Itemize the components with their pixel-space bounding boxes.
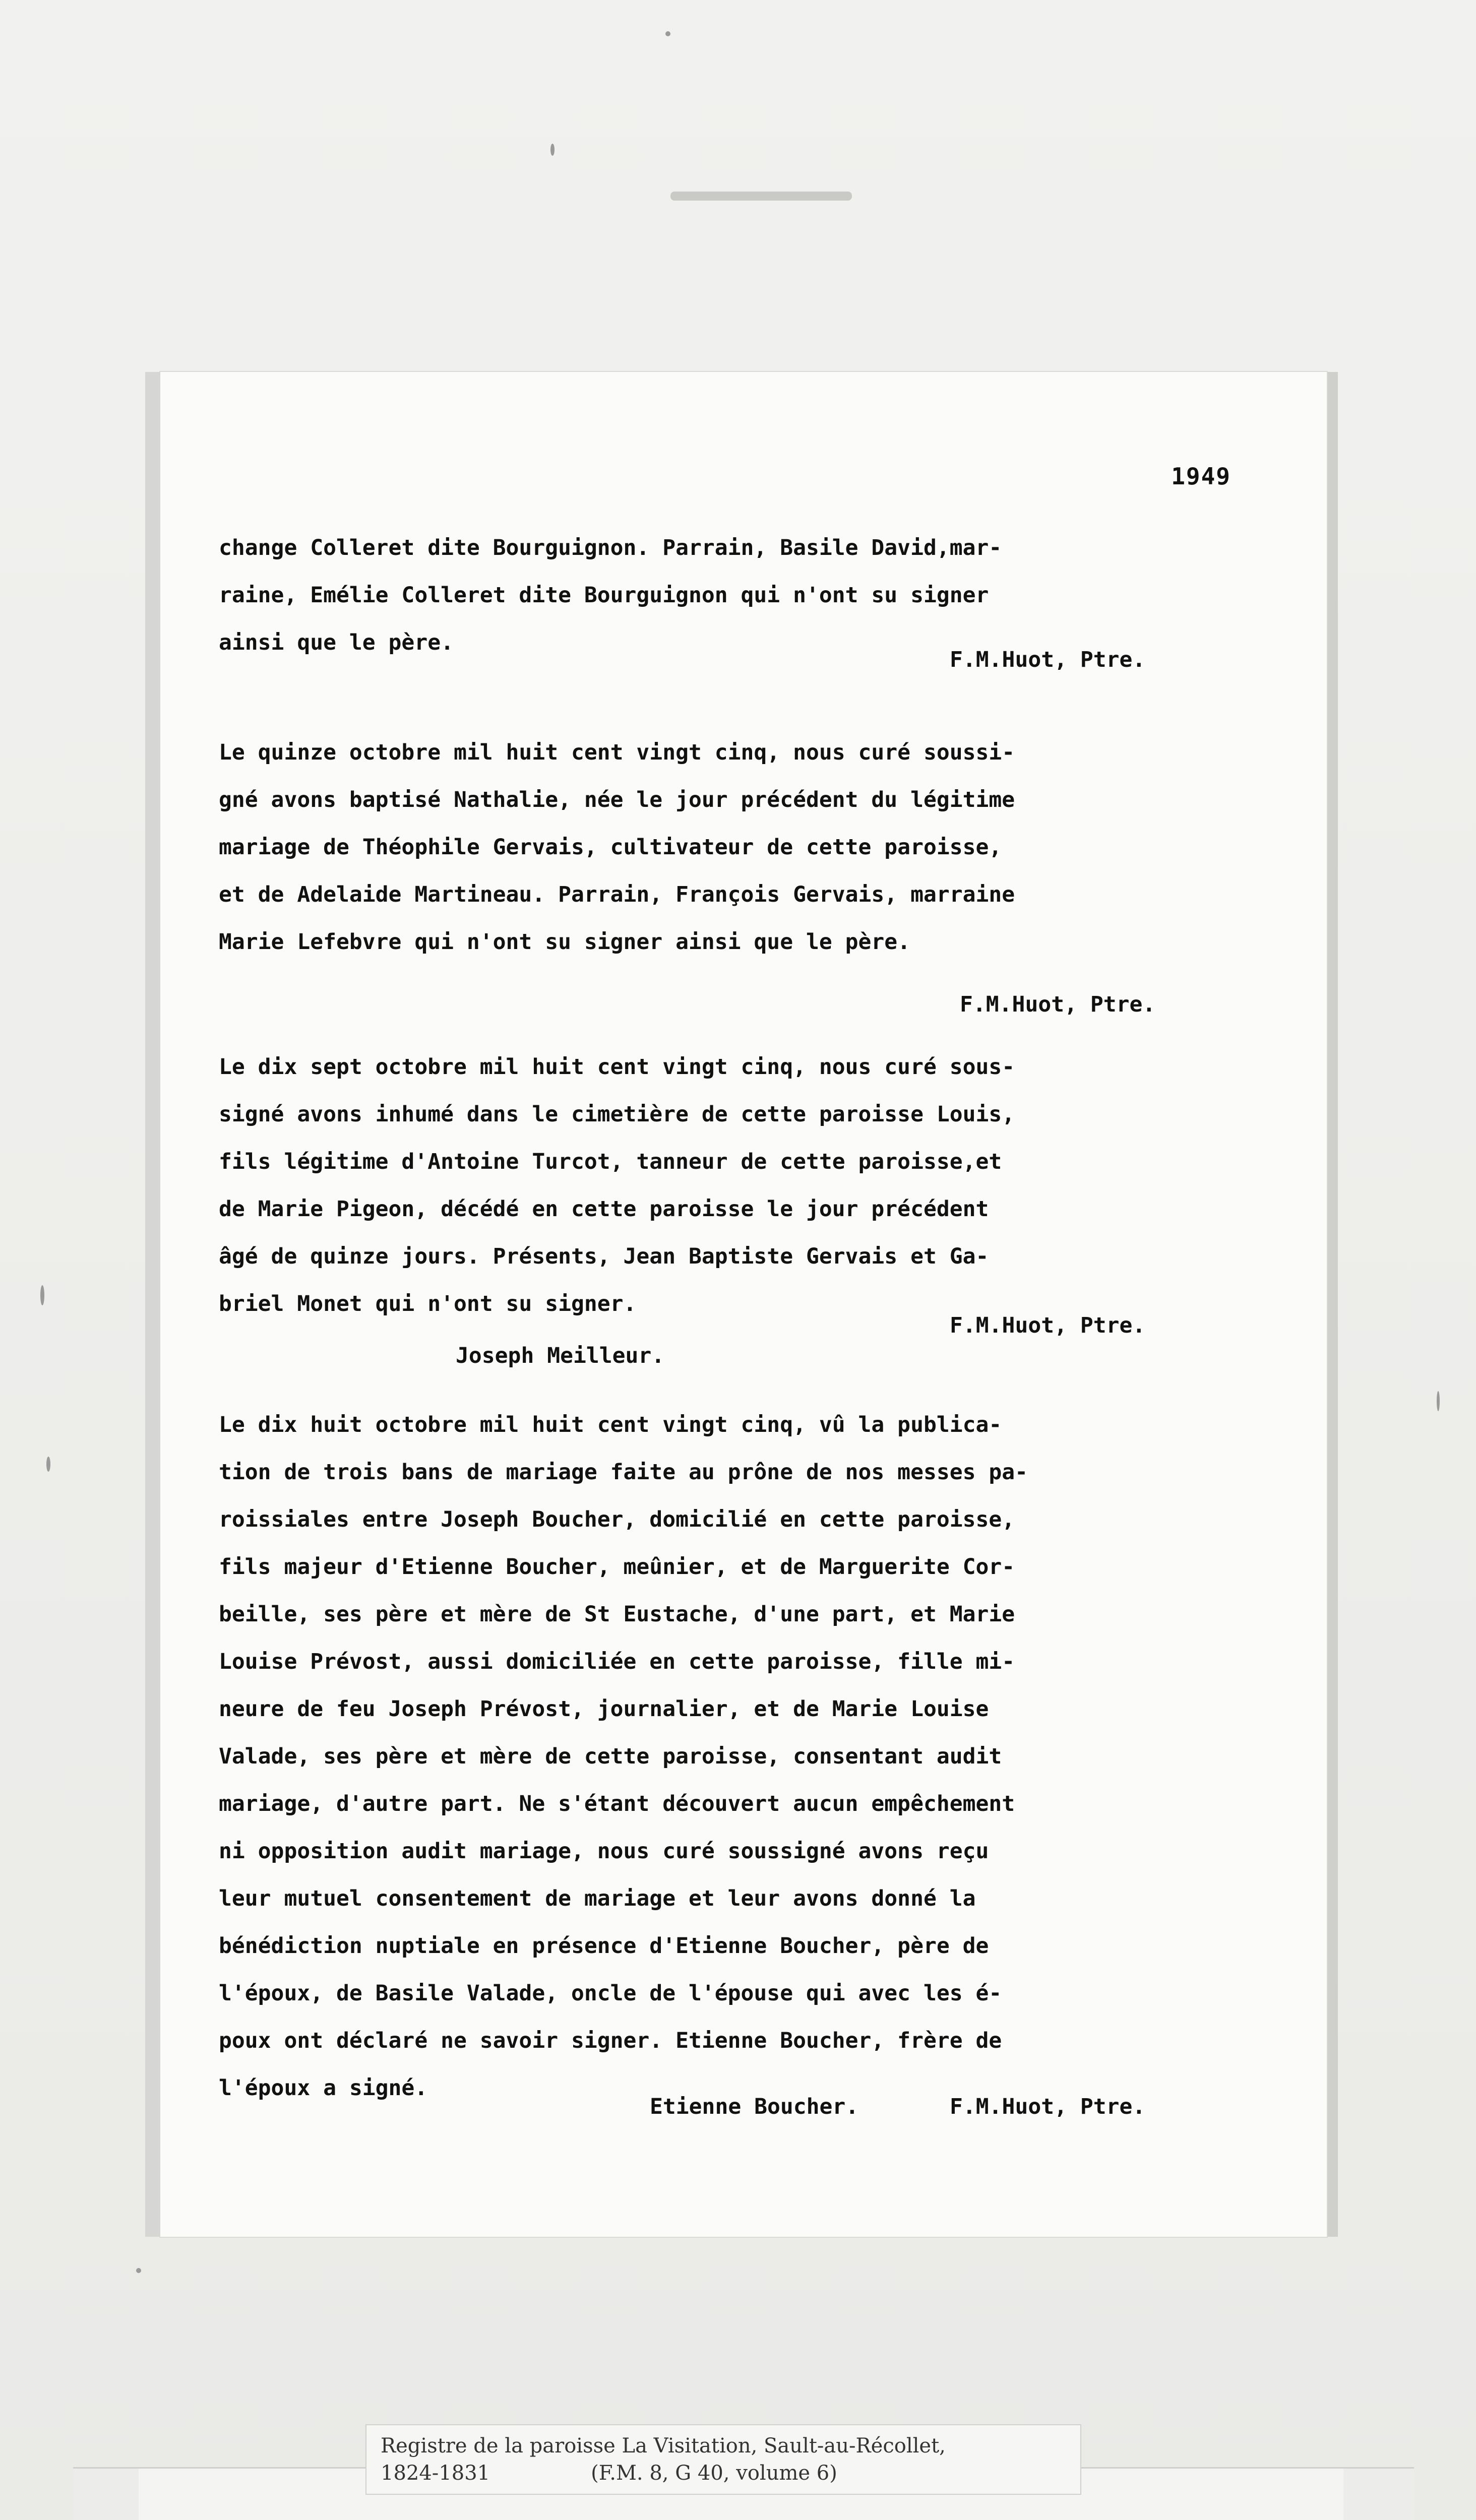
caption-date: 1824-1831 — [381, 2462, 490, 2485]
priest-signature: F.M.Huot, Ptre. — [950, 647, 1146, 672]
entry-line: tion de trois bans de mariage faite au prône de nos messes pa- — [219, 1460, 1028, 1485]
film-speck — [40, 1285, 44, 1305]
entry-line: et de Adelaide Martineau. Parrain, François Gervais, marraine — [219, 882, 1015, 907]
entry-line: leur mutuel consentement de mariage et leur avons donné la — [219, 1886, 976, 1911]
entry-line: Louise Prévost, aussi domiciliée en cette paroisse, fille mi- — [219, 1649, 1015, 1674]
entry-line: Le dix huit octobre mil huit cent vingt cinq, vû la publica- — [219, 1412, 1002, 1437]
entry-line: l'époux a signé. — [219, 2075, 428, 2101]
entry-line: change Colleret dite Bourguignon. Parrain, Basile David,mar- — [219, 535, 1002, 560]
priest-signature: F.M.Huot, Ptre. — [950, 1313, 1146, 1338]
entry-line: signé avons inhumé dans le cimetière de cette paroisse Louis, — [219, 1102, 1015, 1127]
page-number: 1949 — [1171, 463, 1231, 490]
film-speck — [1437, 1391, 1440, 1411]
register-entry — [219, 1401, 1267, 2127]
witness-signature: Etienne Boucher. — [650, 2094, 859, 2119]
entry-line: Valade, ses père et mère de cette paroisse, consentant audit — [219, 1744, 1002, 1769]
film-speck — [550, 144, 555, 156]
entry-line: raine, Emélie Colleret dite Bourguignon qui n'ont su signer — [219, 583, 989, 608]
register-entry — [219, 729, 1267, 1028]
entry-line: Le quinze octobre mil huit cent vingt cinq, nous curé soussi- — [219, 740, 1015, 765]
signature-row — [219, 1315, 1267, 1351]
entry-line: poux ont déclaré ne savoir signer. Etienne Boucher, frère de — [219, 2028, 1002, 2053]
entry-line: Marie Lefebvre qui n'ont su signer ainsi que le père. — [219, 929, 911, 955]
entry-line: briel Monet qui n'ont su signer. — [219, 1291, 637, 1316]
film-speck — [46, 1457, 50, 1472]
register-entry — [219, 1043, 1267, 1386]
film-scratch — [670, 192, 852, 201]
witness-signature: Joseph Meilleur. — [456, 1343, 665, 1368]
entry-line: bénédiction nuptiale en présence d'Etienne Boucher, père de — [219, 1933, 989, 1959]
caption-reference: (F.M. 8, G 40, volume 6) — [591, 2462, 837, 2485]
signature-row — [219, 1343, 1267, 1386]
film-speck — [136, 2268, 141, 2273]
entry-line: de Marie Pigeon, décédé en cette paroisse le jour précédent — [219, 1196, 989, 1222]
film-speck — [665, 31, 670, 36]
register-entry — [219, 524, 1267, 682]
archive-caption — [365, 2424, 1081, 2495]
entry-line: roissiales entre Joseph Boucher, domicilié en cette paroisse, — [219, 1507, 1015, 1532]
entry-line: fils légitime d'Antoine Turcot, tanneur de cette paroisse,et — [219, 1149, 1002, 1174]
priest-signature: F.M.Huot, Ptre. — [960, 992, 1156, 1017]
entry-line: âgé de quinze jours. Présents, Jean Baptiste Gervais et Ga- — [219, 1244, 989, 1269]
caption-title: Registre de la paroisse La Visitation, Sault-au-Récollet, — [381, 2434, 946, 2458]
entry-line: Le dix sept octobre mil huit cent vingt cinq, nous curé sous- — [219, 1054, 1015, 1080]
entry-line: gné avons baptisé Nathalie, née le jour précédent du légitime — [219, 787, 1015, 812]
entry-line: mariage, d'autre part. Ne s'étant découvert aucun empêchement — [219, 1791, 1015, 1816]
entry-line: fils majeur d'Etienne Boucher, meûnier, et de Marguerite Cor- — [219, 1554, 1015, 1580]
signature-row — [219, 2094, 1267, 2127]
entry-line: mariage de Théophile Gervais, cultivateur de cette paroisse, — [219, 835, 1002, 860]
entry-line: l'époux, de Basile Valade, oncle de l'épouse qui avec les é- — [219, 1981, 1002, 2006]
entry-line: beille, ses père et mère de St Eustache, d'une part, et Marie — [219, 1602, 1015, 1627]
register-text — [219, 524, 1267, 2127]
entry-line: neure de feu Joseph Prévost, journalier, et de Marie Louise — [219, 1696, 989, 1722]
entry-line: ainsi que le père. — [219, 630, 454, 655]
priest-signature: F.M.Huot, Ptre. — [950, 2094, 1146, 2119]
entry-line: ni opposition audit mariage, nous curé soussigné avons reçu — [219, 1839, 989, 1864]
